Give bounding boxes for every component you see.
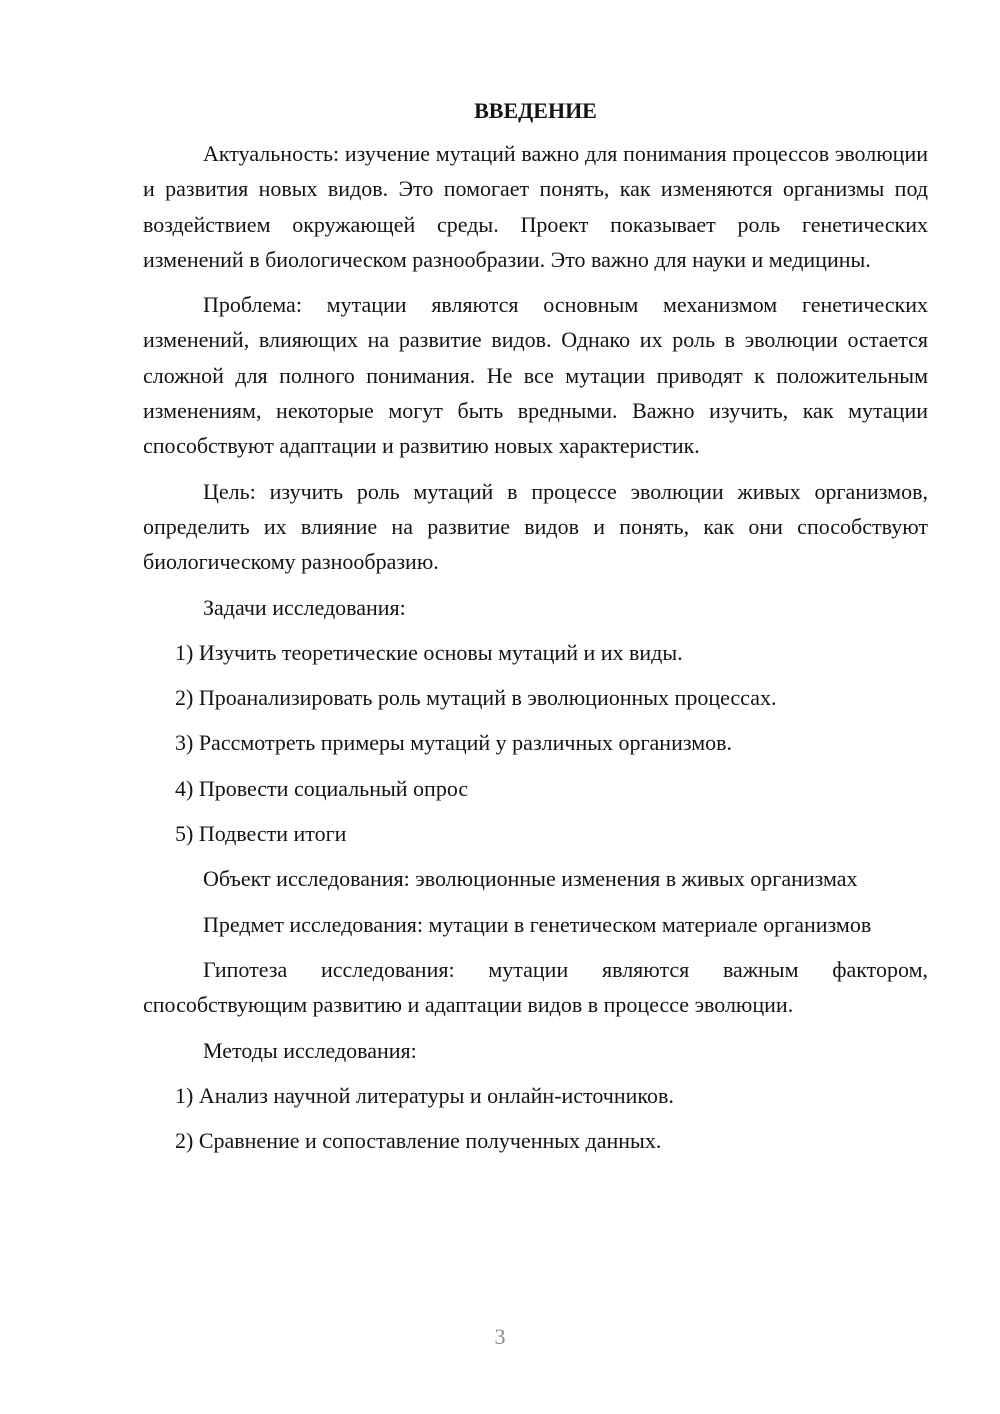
object-paragraph: Объект исследования: эволюционные изменения в живых организмах xyxy=(203,866,858,892)
method-item: 1) Анализ научной литературы и онлайн-источников. xyxy=(175,1082,674,1108)
problem-paragraph: Проблема: мутации являются основным механизмом генетических изменений, влияющих на развитие видов. Однако их роль в эволюции остается сложной для полного понимания. Не все мутации приводят к положительным изменениям, некоторые могут быть вредными. Важно изучить, как мутации способствуют адаптации и развитию новых характеристик. xyxy=(143,292,928,459)
page-number: 3 xyxy=(494,1324,506,1349)
section-title: ВВЕДЕНИЕ xyxy=(474,98,597,123)
methods-label: Методы исследования: xyxy=(203,1037,417,1063)
methods-list xyxy=(143,1078,928,1159)
task-item: 3) Рассмотреть примеры мутаций у различных организмов. xyxy=(175,730,733,756)
document-page xyxy=(143,96,928,1168)
task-item: 2) Проанализировать роль мутаций в эволюционных процессах. xyxy=(175,685,777,711)
relevance-paragraph: Актуальность: изучение мутаций важно для понимания процессов эволюции и развития новых видов. Это помогает понять, как изменяются организмы под воздействием окружающей среды. Проект показывает роль генетических изменений в биологическом разнообразии. Это важно для науки и медицины. xyxy=(143,141,928,272)
task-item: 5) Подвести итоги xyxy=(175,821,347,847)
subject-paragraph: Предмет исследования: мутации в генетическом материале организмов xyxy=(203,911,872,937)
hypothesis-paragraph: Гипотеза исследования: мутации являются важным фактором, способствующим развитию и адаптации видов в процессе эволюции. xyxy=(143,956,928,1018)
task-item: 1) Изучить теоретические основы мутаций и их виды. xyxy=(175,639,683,665)
method-item: 2) Сравнение и сопоставление полученных данных. xyxy=(175,1128,662,1154)
goal-paragraph: Цель: изучить роль мутаций в процессе эволюции живых организмов, определить их влияние на развитие видов и понять, как они способствуют биологическому разнообразию. xyxy=(143,478,928,575)
tasks-label: Задачи исследования: xyxy=(203,594,406,620)
task-item: 4) Провести социальный опрос xyxy=(175,775,469,801)
tasks-list xyxy=(143,635,928,851)
